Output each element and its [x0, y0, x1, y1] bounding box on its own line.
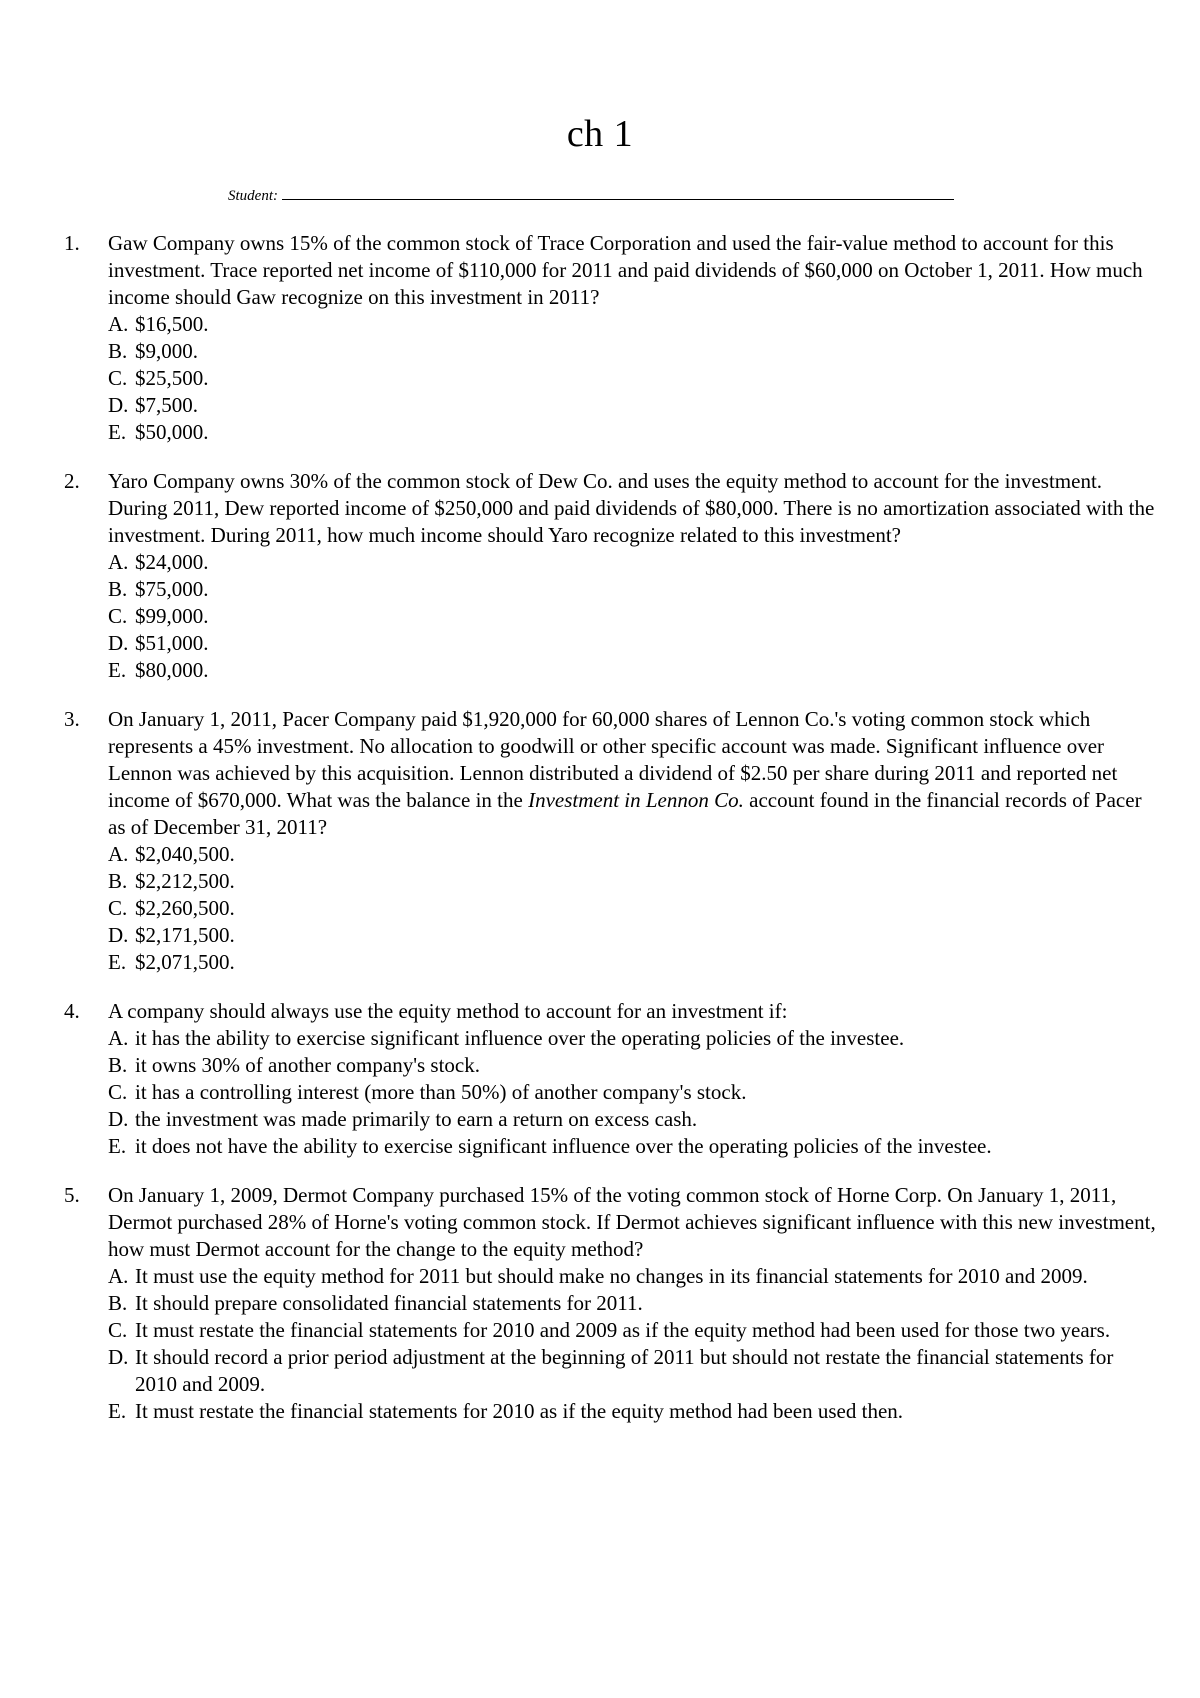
answer-choice[interactable] [108, 338, 1160, 365]
answer-choice[interactable] [108, 603, 1160, 630]
question-stem-text: On January 1, 2011, Pacer Company paid $1,920,000 for 60,000 shares of Lennon Co.'s voting common stock which represents a 45% investment. No allocation to goodwill or other specific account was made. Significant influence over Lennon was achieved by this acquisition. Lennon distributed a dividend of $2.50 per share during 2011 and reported net income of $670,000. What was the balance in the [108, 707, 1118, 812]
choice-text: It must use the equity method for 2011 but should make no changes in its financial statements for 2010 and 2009. [135, 1264, 1088, 1288]
answer-choice[interactable] [108, 868, 1160, 895]
account-name: Investment in Lennon Co. [528, 788, 744, 812]
answer-choice[interactable] [108, 949, 1160, 976]
question-stem: Gaw Company owns 15% of the common stock of Trace Corporation and used the fair-value method to account for this investment. Trace reported net income of $110,000 for 2011 and paid dividends of $60,000 on October 1, 2011. How much income should Gaw recognize on this investment in 2011? [108, 231, 1143, 309]
question-1 [64, 230, 1160, 446]
choice-text: It should record a prior period adjustment at the beginning of 2011 but should not restate the financial statements for 2010 and 2009. [135, 1345, 1114, 1396]
choice-text: it does not have the ability to exercise significant influence over the operating policies of the investee. [135, 1134, 992, 1158]
choice-text: $50,000. [135, 420, 209, 444]
answer-choice[interactable] [108, 895, 1160, 922]
choice-letter: B. [108, 339, 128, 363]
choice-letter: C. [108, 604, 128, 628]
choice-letter: E. [108, 950, 127, 974]
choice-letter: E. [108, 658, 127, 682]
answer-choice[interactable] [108, 1052, 1160, 1079]
question-stem: Yaro Company owns 30% of the common stock of Dew Co. and uses the equity method to account for the investment. During 2011, Dew reported income of $250,000 and paid dividends of $80,000. There is no amortization associated with the investment. During 2011, how much income should Yaro recognize related to this investment? [108, 469, 1155, 547]
answer-choice[interactable] [108, 1025, 1160, 1052]
answer-choice[interactable] [108, 1344, 1160, 1398]
choice-text: $2,040,500. [135, 842, 235, 866]
answer-choice[interactable] [108, 365, 1160, 392]
choice-letter: C. [108, 1318, 128, 1342]
question-number: 2. [64, 469, 80, 493]
choice-letter: C. [108, 1080, 128, 1104]
answer-choice[interactable] [108, 392, 1160, 419]
student-field[interactable] [228, 187, 954, 205]
choice-letter: D. [108, 923, 129, 947]
choice-letter: B. [108, 1053, 128, 1077]
choice-letter: E. [108, 1134, 127, 1158]
answer-choice[interactable] [108, 1290, 1160, 1317]
choice-text: $80,000. [135, 658, 209, 682]
choice-text: $99,000. [135, 604, 209, 628]
answer-choice[interactable] [108, 419, 1160, 446]
question-5 [64, 1182, 1160, 1425]
choice-text: it has the ability to exercise significant influence over the operating policies of the investee. [135, 1026, 905, 1050]
answer-choice[interactable] [108, 841, 1160, 868]
question-number: 4. [64, 999, 80, 1023]
choice-text: the investment was made primarily to earn a return on excess cash. [135, 1107, 698, 1131]
page-title: ch 1 [566, 113, 634, 155]
question-number: 3. [64, 707, 80, 731]
answer-choice[interactable] [108, 657, 1160, 684]
answer-choice[interactable] [108, 1317, 1160, 1344]
answer-choice[interactable] [108, 1398, 1160, 1425]
choice-text: $7,500. [135, 393, 198, 417]
choice-letter: C. [108, 366, 128, 390]
choice-letter: E. [108, 420, 127, 444]
question-stem [108, 706, 1160, 841]
answer-choice[interactable] [108, 549, 1160, 576]
answer-choice[interactable] [108, 1263, 1160, 1290]
choice-letter: A. [108, 1026, 129, 1050]
answer-choice[interactable] [108, 311, 1160, 338]
choice-letter: D. [108, 393, 129, 417]
question-2 [64, 468, 1160, 684]
question-stem-text: account found in the financial records of Pacer as of December 31, 2011? [108, 788, 1142, 839]
choice-letter: A. [108, 842, 129, 866]
choice-text: It must restate the financial statements for 2010 and 2009 as if the equity method had been used for those two years. [135, 1318, 1111, 1342]
answer-choice[interactable] [108, 630, 1160, 657]
choice-text: $16,500. [135, 312, 209, 336]
choice-letter: B. [108, 869, 128, 893]
question-3 [64, 706, 1160, 976]
student-label: Student: [228, 188, 278, 204]
choice-letter: A. [108, 312, 129, 336]
choice-text: $25,500. [135, 366, 209, 390]
choice-text: it owns 30% of another company's stock. [135, 1053, 480, 1077]
choice-letter: D. [108, 1107, 129, 1131]
question-4 [64, 998, 1160, 1160]
choice-text: it has a controlling interest (more than 50%) of another company's stock. [135, 1080, 747, 1104]
answer-choice[interactable] [108, 922, 1160, 949]
answer-choice[interactable] [108, 1079, 1160, 1106]
question-list [64, 230, 1160, 1447]
choice-letter: D. [108, 631, 129, 655]
choice-letter: B. [108, 577, 128, 601]
answer-choice[interactable] [108, 1106, 1160, 1133]
choice-text: $2,212,500. [135, 869, 235, 893]
question-number: 1. [64, 231, 80, 255]
choice-text: $9,000. [135, 339, 198, 363]
student-name-blank[interactable] [282, 187, 954, 200]
choice-text: $2,260,500. [135, 896, 235, 920]
choice-text: $2,171,500. [135, 923, 235, 947]
choice-letter: E. [108, 1399, 127, 1423]
answer-choice[interactable] [108, 1133, 1160, 1160]
choice-letter: A. [108, 550, 129, 574]
choice-letter: A. [108, 1264, 129, 1288]
question-number: 5. [64, 1183, 80, 1207]
choice-text: $2,071,500. [135, 950, 235, 974]
choice-text: It should prepare consolidated financial statements for 2011. [135, 1291, 643, 1315]
choice-letter: B. [108, 1291, 128, 1315]
choice-text: $51,000. [135, 631, 209, 655]
answer-choice[interactable] [108, 576, 1160, 603]
question-stem: A company should always use the equity method to account for an investment if: [108, 999, 788, 1023]
choice-text: It must restate the financial statements for 2010 as if the equity method had been used then. [135, 1399, 904, 1423]
choice-text: $75,000. [135, 577, 209, 601]
question-stem: On January 1, 2009, Dermot Company purchased 15% of the voting common stock of Horne Corp. On January 1, 2011, Dermot purchased 28% of Horne's voting common stock. If Dermot achieves significant influence with this new investment, how must Dermot account for the change to the equity method? [108, 1183, 1156, 1261]
choice-letter: C. [108, 896, 128, 920]
choice-text: $24,000. [135, 550, 209, 574]
choice-letter: D. [108, 1345, 129, 1369]
